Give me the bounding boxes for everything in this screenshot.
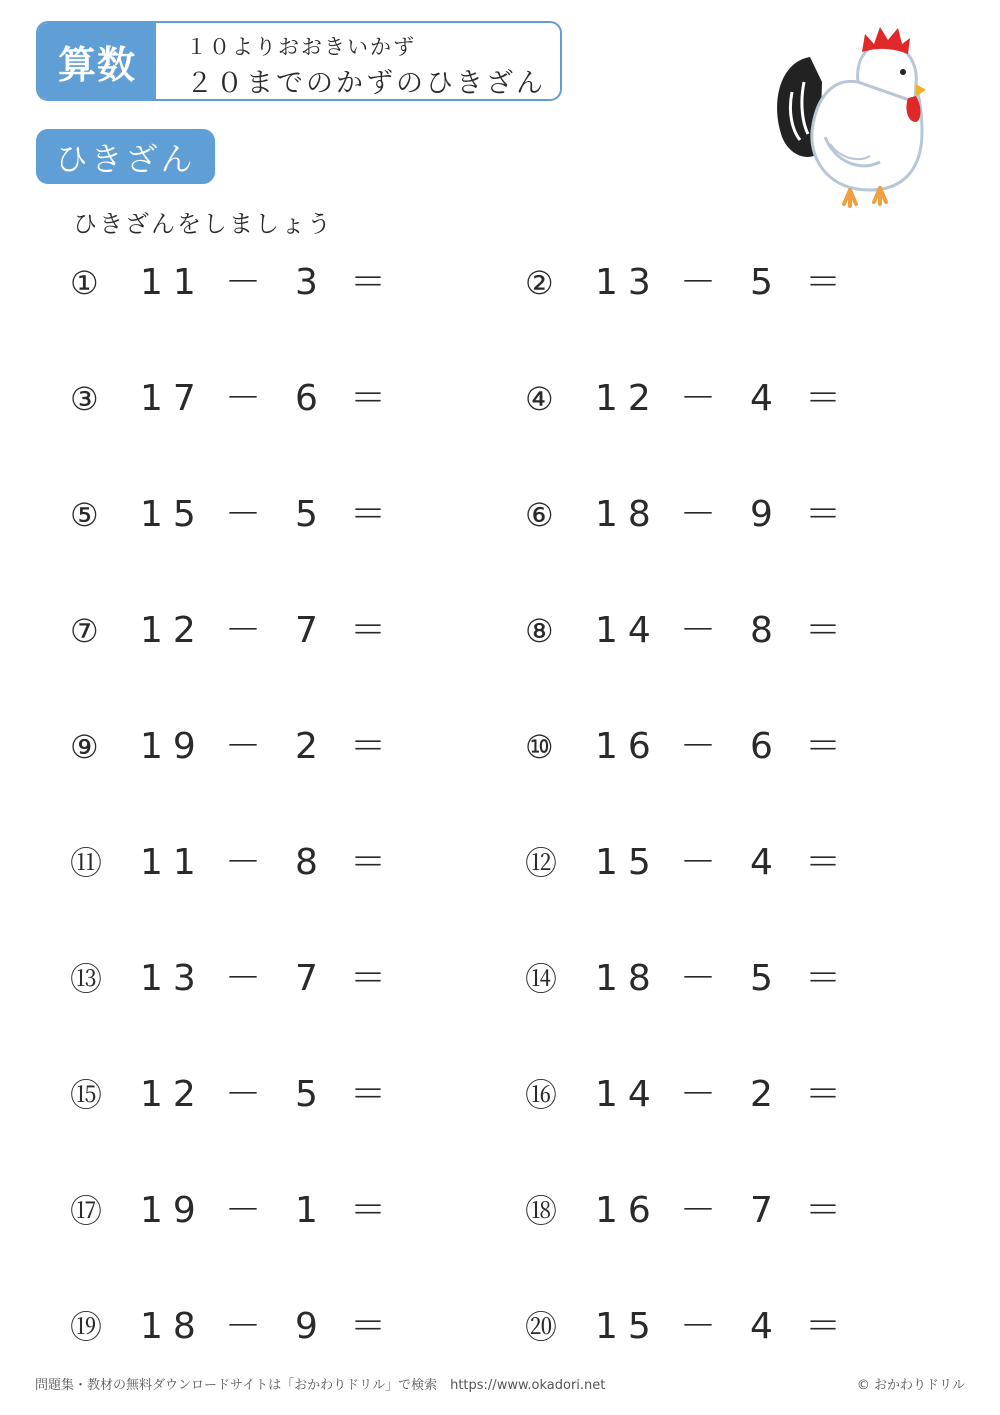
- minuend: 16: [595, 726, 661, 767]
- minuend: 12: [140, 610, 206, 651]
- minus-sign: －: [225, 262, 262, 303]
- subtrahend: 7: [750, 1190, 773, 1231]
- problem-item: [525, 490, 855, 540]
- problem-number: ⑦: [70, 612, 99, 650]
- problem-number: ⑰: [70, 1192, 103, 1230]
- equals-sign: ＝: [350, 262, 387, 303]
- worksheet-header: [36, 21, 562, 101]
- minus-sign: －: [680, 1190, 717, 1231]
- problem-number: ⑲: [70, 1308, 103, 1346]
- subtrahend: 6: [750, 726, 773, 767]
- problem-number: ⑱: [525, 1192, 558, 1230]
- minus-sign: －: [225, 378, 262, 419]
- minuend: 18: [140, 1306, 206, 1347]
- equals-sign: ＝: [805, 610, 842, 651]
- problem-item: [525, 1302, 855, 1352]
- problem-number: ⑭: [525, 960, 558, 998]
- problem-number: ⑳: [525, 1308, 558, 1346]
- minuend: 13: [140, 958, 206, 999]
- problem-item: [525, 258, 855, 308]
- equals-sign: ＝: [350, 1190, 387, 1231]
- minus-sign: －: [680, 958, 717, 999]
- minuend: 18: [595, 958, 661, 999]
- subtrahend: 4: [750, 842, 773, 883]
- equals-sign: ＝: [350, 726, 387, 767]
- subtrahend: 4: [750, 1306, 773, 1347]
- problem-number: ⑯: [525, 1076, 558, 1114]
- minuend: 15: [595, 842, 661, 883]
- problem-item: [525, 722, 855, 772]
- minus-sign: －: [225, 610, 262, 651]
- equals-sign: ＝: [805, 1074, 842, 1115]
- problem-item: [525, 606, 855, 656]
- problem-item: [70, 606, 400, 656]
- worksheet-subtitle: １０よりおおきいかず: [186, 35, 416, 59]
- equals-sign: ＝: [805, 1190, 842, 1231]
- equals-sign: ＝: [805, 262, 842, 303]
- problem-item: [70, 490, 400, 540]
- minuend: 11: [140, 262, 206, 303]
- minuend: 19: [140, 1190, 206, 1231]
- equals-sign: ＝: [805, 842, 842, 883]
- equals-sign: ＝: [350, 1306, 387, 1347]
- subtrahend: 5: [750, 262, 773, 303]
- equals-sign: ＝: [350, 610, 387, 651]
- minuend: 17: [140, 378, 206, 419]
- problem-number: ②: [525, 264, 554, 302]
- problem-number: ①: [70, 264, 99, 302]
- minus-sign: －: [680, 842, 717, 883]
- problem-item: [525, 954, 855, 1004]
- problem-item: [70, 1070, 400, 1120]
- subtrahend: 6: [295, 378, 318, 419]
- equals-sign: ＝: [350, 378, 387, 419]
- minus-sign: －: [225, 1190, 262, 1231]
- subtrahend: 3: [295, 262, 318, 303]
- minuend: 13: [595, 262, 661, 303]
- problem-item: [525, 1186, 855, 1236]
- subtrahend: 2: [750, 1074, 773, 1115]
- subtrahend: 7: [295, 610, 318, 651]
- problem-item: [525, 374, 855, 424]
- minus-sign: －: [680, 378, 717, 419]
- problem-number: ⑧: [525, 612, 554, 650]
- problem-item: [70, 838, 400, 888]
- worksheet-title: ２０までのかずのひきざん: [186, 68, 546, 99]
- equals-sign: ＝: [350, 958, 387, 999]
- problem-number: ⑮: [70, 1076, 103, 1114]
- subtrahend: 5: [750, 958, 773, 999]
- instruction-text: ひきざんをしましょう: [73, 210, 333, 238]
- rooster-icon: [770, 22, 930, 212]
- subject-label: 算数: [38, 23, 156, 99]
- subtrahend: 8: [750, 610, 773, 651]
- section-label: ひきざん: [36, 129, 215, 184]
- subtrahend: 9: [750, 494, 773, 535]
- equals-sign: ＝: [805, 378, 842, 419]
- subtrahend: 5: [295, 494, 318, 535]
- minuend: 12: [595, 378, 661, 419]
- minus-sign: －: [225, 1306, 262, 1347]
- subtrahend: 8: [295, 842, 318, 883]
- minus-sign: －: [680, 494, 717, 535]
- minuend: 14: [595, 1074, 661, 1115]
- problem-item: [70, 374, 400, 424]
- minus-sign: －: [680, 610, 717, 651]
- problem-number: ⑩: [525, 728, 554, 766]
- equals-sign: ＝: [350, 494, 387, 535]
- minus-sign: －: [225, 958, 262, 999]
- minus-sign: －: [680, 1306, 717, 1347]
- problem-item: [525, 838, 855, 888]
- minuend: 14: [595, 610, 661, 651]
- problem-item: [70, 1186, 400, 1236]
- footer-note: 問題集・教材の無料ダウンロードサイトは「おかわりドリル」で検索 https://www.okadori.net: [35, 1378, 606, 1393]
- problem-number: ⑬: [70, 960, 103, 998]
- minus-sign: －: [225, 842, 262, 883]
- problem-item: [70, 954, 400, 1004]
- problem-item: [70, 722, 400, 772]
- problem-number: ⑪: [70, 844, 103, 882]
- subtrahend: 7: [295, 958, 318, 999]
- minuend: 18: [595, 494, 661, 535]
- subtrahend: 9: [295, 1306, 318, 1347]
- minus-sign: －: [680, 262, 717, 303]
- minuend: 11: [140, 842, 206, 883]
- problem-item: [70, 1302, 400, 1352]
- problem-number: ⑤: [70, 496, 99, 534]
- copyright: © おかわりドリル: [856, 1378, 965, 1393]
- problem-number: ⑨: [70, 728, 99, 766]
- equals-sign: ＝: [350, 1074, 387, 1115]
- subtrahend: 4: [750, 378, 773, 419]
- minuend: 15: [595, 1306, 661, 1347]
- minus-sign: －: [680, 726, 717, 767]
- subtrahend: 2: [295, 726, 318, 767]
- minuend: 12: [140, 1074, 206, 1115]
- minus-sign: －: [225, 1074, 262, 1115]
- minus-sign: －: [225, 494, 262, 535]
- equals-sign: ＝: [350, 842, 387, 883]
- equals-sign: ＝: [805, 1306, 842, 1347]
- problem-number: ④: [525, 380, 554, 418]
- equals-sign: ＝: [805, 494, 842, 535]
- minus-sign: －: [680, 1074, 717, 1115]
- minuend: 15: [140, 494, 206, 535]
- minuend: 16: [595, 1190, 661, 1231]
- problem-number: ⑥: [525, 496, 554, 534]
- subtrahend: 1: [295, 1190, 318, 1231]
- problem-item: [70, 258, 400, 308]
- problem-number: ⑫: [525, 844, 558, 882]
- problem-number: ③: [70, 380, 99, 418]
- subtrahend: 5: [295, 1074, 318, 1115]
- minuend: 19: [140, 726, 206, 767]
- problem-item: [525, 1070, 855, 1120]
- minus-sign: －: [225, 726, 262, 767]
- equals-sign: ＝: [805, 726, 842, 767]
- equals-sign: ＝: [805, 958, 842, 999]
